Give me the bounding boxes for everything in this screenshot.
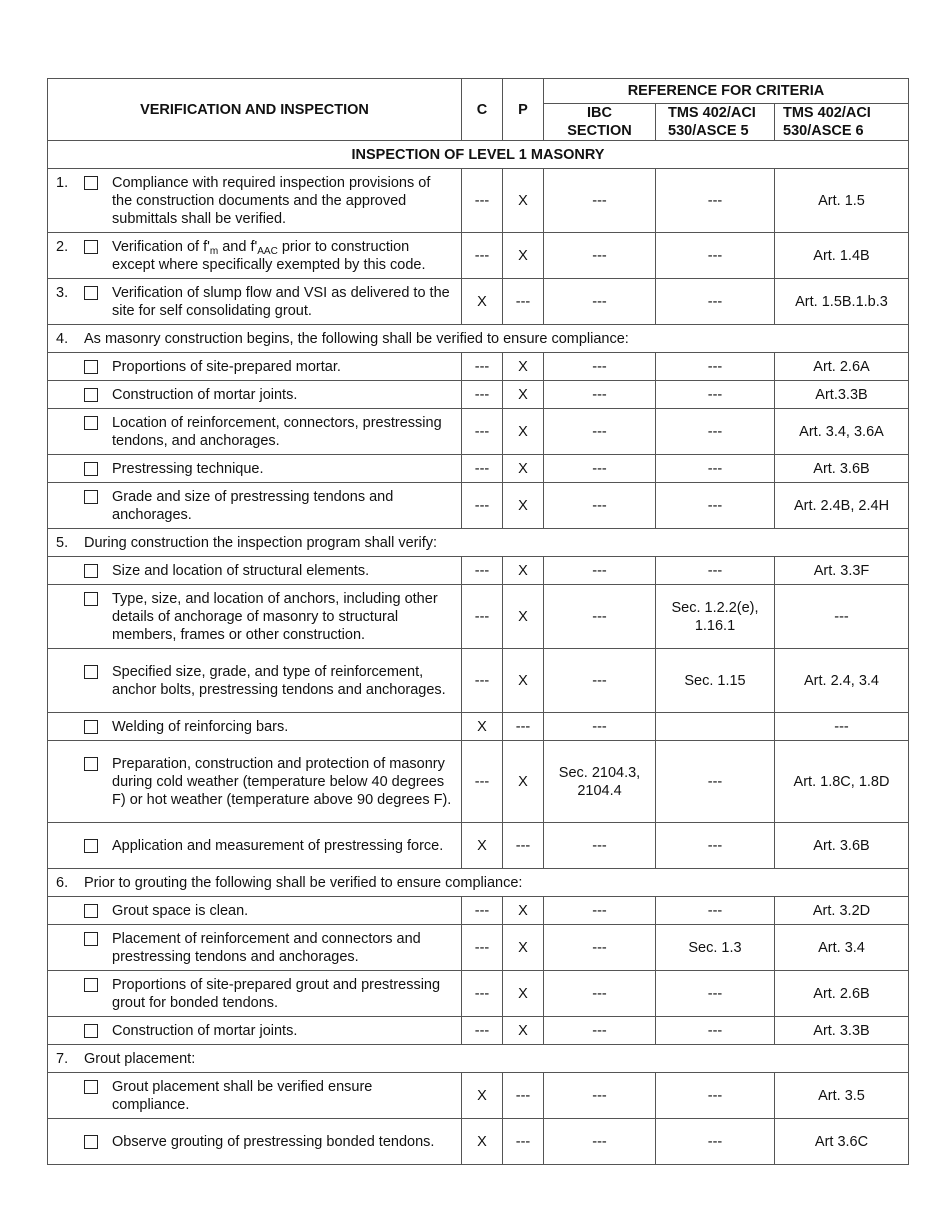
cell-tms5: --- (656, 409, 775, 455)
item-cell (48, 483, 462, 529)
cell-c: --- (462, 897, 503, 925)
cell-tms5: Sec. 1.3 (656, 925, 775, 971)
item-cell (48, 279, 462, 325)
item-cell (48, 1017, 462, 1045)
cell-ibc: --- (544, 713, 656, 741)
item-cell (48, 353, 462, 381)
item-cell (48, 823, 462, 869)
table-row (48, 971, 909, 1017)
item-text: Grade and size of prestressing tendons and anchorages. (112, 488, 394, 523)
item-cell (48, 455, 462, 483)
table-row (48, 1073, 909, 1119)
checkbox[interactable] (84, 462, 98, 476)
item-text: Specified size, grade, and type of reinforcement, anchor bolts, prestressing tendons and anchorages. (112, 663, 446, 698)
item-cell (48, 1119, 462, 1165)
checkbox[interactable] (84, 1024, 98, 1038)
cell-tms6: Art. 3.5 (775, 1073, 909, 1119)
cell-p: --- (503, 713, 544, 741)
item-content (48, 716, 461, 738)
cell-tms5: --- (656, 823, 775, 869)
group-header (48, 325, 909, 353)
header-title: VERIFICATION AND INSPECTION (48, 79, 462, 141)
cell-c: X (462, 1119, 503, 1165)
group-number: 6. (56, 874, 69, 891)
item-cell (48, 557, 462, 585)
cell-tms6: Art. 1.5 (775, 169, 909, 233)
cell-c: --- (462, 557, 503, 585)
checkbox[interactable] (84, 490, 98, 504)
item-text: Type, size, and location of anchors, including other details of anchorage of masonry to structural members, frames or other construction. (112, 590, 438, 643)
cell-ibc: --- (544, 409, 656, 455)
cell-tms6: Art. 3.3F (775, 557, 909, 585)
cell-p: X (503, 971, 544, 1017)
cell-tms5: --- (656, 1119, 775, 1165)
item-content (48, 974, 461, 1014)
item-text: Observe grouting of prestressing bonded tendons. (112, 1133, 435, 1150)
item-content (48, 900, 461, 922)
checkbox[interactable] (84, 1135, 98, 1149)
cell-tms6: Art. 3.2D (775, 897, 909, 925)
item-number: 2. (56, 238, 69, 255)
group-content (48, 872, 908, 894)
group-content (48, 532, 908, 554)
cell-p: X (503, 585, 544, 649)
cell-tms6: Art 3.6C (775, 1119, 909, 1165)
table-row (48, 649, 909, 713)
table-row (48, 381, 909, 409)
cell-ibc: --- (544, 1017, 656, 1045)
header-tms5: TMS 402/ACI 530/ASCE 5 (656, 104, 775, 141)
cell-p: X (503, 169, 544, 233)
table-row (48, 279, 909, 325)
header-tms6: TMS 402/ACI 530/ASCE 6 (775, 104, 909, 141)
cell-tms5: --- (656, 741, 775, 823)
group-header-row (48, 1045, 909, 1073)
checkbox[interactable] (84, 286, 98, 300)
item-text (112, 238, 453, 274)
checkbox[interactable] (84, 1080, 98, 1094)
cell-ibc: --- (544, 353, 656, 381)
cell-tms5 (656, 713, 775, 741)
item-content (48, 661, 461, 701)
cell-tms5: --- (656, 483, 775, 529)
item-cell (48, 169, 462, 233)
item-text-part: and f' (218, 238, 258, 255)
cell-tms5: --- (656, 233, 775, 279)
header-c: C (462, 79, 503, 141)
cell-ibc: --- (544, 455, 656, 483)
cell-tms5: --- (656, 557, 775, 585)
item-cell (48, 925, 462, 971)
item-text-part: prior to construction except where specifically exempted by this code. (112, 238, 426, 273)
group-header-row (48, 529, 909, 557)
cell-p: X (503, 1017, 544, 1045)
cell-c: --- (462, 649, 503, 713)
item-cell (48, 585, 462, 649)
cell-tms6: Art. 3.6B (775, 823, 909, 869)
item-content (48, 1131, 461, 1153)
cell-p: X (503, 897, 544, 925)
item-text: Preparation, construction and protection of masonry during cold weather (temperature below 40 degrees F) or hot weather (temperature above 90 degrees F). (112, 755, 452, 808)
checkbox[interactable] (84, 978, 98, 992)
cell-ibc: --- (544, 1119, 656, 1165)
item-cell (48, 233, 462, 279)
cell-tms5: --- (656, 381, 775, 409)
group-header (48, 529, 909, 557)
header-reference: REFERENCE FOR CRITERIA (544, 79, 909, 104)
cell-tms6: Art. 2.6B (775, 971, 909, 1017)
cell-ibc: --- (544, 897, 656, 925)
item-content (48, 356, 461, 378)
group-header-row (48, 869, 909, 897)
item-text: Proportions of site-prepared mortar. (112, 358, 341, 375)
cell-tms6: Art. 2.4B, 2.4H (775, 483, 909, 529)
cell-p: X (503, 409, 544, 455)
group-header-row (48, 325, 909, 353)
cell-tms5: --- (656, 353, 775, 381)
item-content (48, 384, 461, 406)
cell-c: --- (462, 925, 503, 971)
cell-p: X (503, 649, 544, 713)
cell-ibc: --- (544, 279, 656, 325)
item-cell (48, 897, 462, 925)
table-row (48, 353, 909, 381)
item-text: Construction of mortar joints. (112, 1022, 298, 1039)
table-row (48, 169, 909, 233)
checkbox[interactable] (84, 904, 98, 918)
cell-tms6: --- (775, 713, 909, 741)
table-row (48, 455, 909, 483)
item-text: Construction of mortar joints. (112, 386, 298, 403)
section-title: INSPECTION OF LEVEL 1 MASONRY (48, 141, 909, 169)
table-row (48, 409, 909, 455)
cell-tms5: Sec. 1.2.2(e), 1.16.1 (656, 585, 775, 649)
checkbox[interactable] (84, 564, 98, 578)
cell-p: X (503, 925, 544, 971)
item-cell (48, 409, 462, 455)
cell-tms6: Art. 1.5B.1.b.3 (775, 279, 909, 325)
item-cell (48, 713, 462, 741)
group-header (48, 869, 909, 897)
item-text: Size and location of structural elements. (112, 562, 370, 579)
group-text: Grout placement: (84, 1050, 196, 1067)
cell-c: --- (462, 233, 503, 279)
checkbox[interactable] (84, 592, 98, 606)
cell-c: X (462, 823, 503, 869)
table-row (48, 1017, 909, 1045)
group-number: 7. (56, 1050, 69, 1067)
table-row (48, 897, 909, 925)
item-content (48, 486, 461, 526)
table-row (48, 713, 909, 741)
cell-tms5: --- (656, 897, 775, 925)
cell-p: X (503, 233, 544, 279)
cell-ibc: Sec. 2104.3, 2104.4 (544, 741, 656, 823)
cell-tms6: Art.3.3B (775, 381, 909, 409)
item-text: Compliance with required inspection provisions of the construction documents and the approved submittals shall be verified. (112, 174, 431, 227)
checkbox[interactable] (84, 416, 98, 430)
cell-c: --- (462, 455, 503, 483)
item-content (48, 1020, 461, 1042)
cell-c: --- (462, 169, 503, 233)
item-text-part: Verification of f' (112, 238, 210, 255)
cell-tms5: --- (656, 169, 775, 233)
cell-c: --- (462, 381, 503, 409)
item-content (48, 458, 461, 480)
cell-c: --- (462, 409, 503, 455)
cell-tms5: --- (656, 1017, 775, 1045)
item-cell (48, 971, 462, 1017)
group-content (48, 1048, 908, 1070)
item-content (48, 928, 461, 968)
item-text: Grout space is clean. (112, 902, 249, 919)
cell-tms6: Art. 3.3B (775, 1017, 909, 1045)
inspection-table (47, 78, 909, 1165)
group-text: As masonry construction begins, the following shall be verified to ensure compliance: (84, 330, 629, 347)
checkbox[interactable] (84, 176, 98, 190)
cell-tms6: Art. 2.6A (775, 353, 909, 381)
cell-c: X (462, 279, 503, 325)
checkbox[interactable] (84, 240, 98, 254)
item-text: Grout placement shall be verified ensure compliance. (112, 1078, 373, 1113)
cell-ibc: --- (544, 233, 656, 279)
table-row (48, 741, 909, 823)
cell-c: --- (462, 741, 503, 823)
cell-ibc: --- (544, 585, 656, 649)
cell-ibc: --- (544, 557, 656, 585)
cell-c: --- (462, 971, 503, 1017)
table-row (48, 823, 909, 869)
cell-tms5: --- (656, 279, 775, 325)
group-header (48, 1045, 909, 1073)
item-content (48, 560, 461, 582)
cell-c: --- (462, 483, 503, 529)
cell-p: --- (503, 1073, 544, 1119)
cell-ibc: --- (544, 971, 656, 1017)
item-number: 3. (56, 284, 69, 301)
cell-tms5: --- (656, 971, 775, 1017)
item-text: Prestressing technique. (112, 460, 264, 477)
item-content (48, 1076, 461, 1116)
cell-ibc: --- (544, 1073, 656, 1119)
cell-ibc: --- (544, 381, 656, 409)
cell-tms6: Art. 3.6B (775, 455, 909, 483)
item-content (48, 412, 461, 452)
item-number: 1. (56, 174, 69, 191)
cell-p: X (503, 557, 544, 585)
cell-ibc: --- (544, 649, 656, 713)
checkbox[interactable] (84, 388, 98, 402)
table-row (48, 925, 909, 971)
checkbox[interactable] (84, 360, 98, 374)
cell-tms6: Art. 1.8C, 1.8D (775, 741, 909, 823)
cell-tms5: --- (656, 455, 775, 483)
cell-tms6: Art. 1.4B (775, 233, 909, 279)
group-number: 4. (56, 330, 69, 347)
item-text: Placement of reinforcement and connectors and prestressing tendons and anchorages. (112, 930, 421, 965)
item-cell (48, 1073, 462, 1119)
cell-p: --- (503, 1119, 544, 1165)
item-content (48, 236, 461, 276)
checkbox[interactable] (84, 839, 98, 853)
item-cell (48, 381, 462, 409)
cell-ibc: --- (544, 925, 656, 971)
header-p: P (503, 79, 544, 141)
cell-c: X (462, 1073, 503, 1119)
table-row (48, 1119, 909, 1165)
group-text: Prior to grouting the following shall be verified to ensure compliance: (84, 874, 523, 891)
cell-p: X (503, 381, 544, 409)
group-text: During construction the inspection program shall verify: (84, 534, 437, 551)
item-content (48, 282, 461, 322)
cell-p: --- (503, 823, 544, 869)
checkbox[interactable] (84, 665, 98, 679)
cell-ibc: --- (544, 823, 656, 869)
checkbox[interactable] (84, 932, 98, 946)
item-cell (48, 741, 462, 823)
cell-p: X (503, 741, 544, 823)
cell-tms6: Art. 3.4 (775, 925, 909, 971)
item-content (48, 753, 461, 811)
item-text: Proportions of site-prepared grout and prestressing grout for bonded tendons. (112, 976, 441, 1011)
cell-tms5: --- (656, 1073, 775, 1119)
cell-tms6: --- (775, 585, 909, 649)
cell-p: X (503, 483, 544, 529)
cell-tms6: Art. 3.4, 3.6A (775, 409, 909, 455)
item-text-part: AAC (257, 245, 278, 257)
cell-c: --- (462, 585, 503, 649)
cell-tms5: Sec. 1.15 (656, 649, 775, 713)
cell-p: X (503, 455, 544, 483)
item-text: Verification of slump flow and VSI as delivered to the site for self consolidating grout. (112, 284, 450, 319)
cell-c: --- (462, 1017, 503, 1045)
item-content (48, 588, 461, 646)
cell-p: --- (503, 279, 544, 325)
group-content (48, 328, 908, 350)
header-ibc: IBC SECTION (544, 104, 656, 141)
item-cell (48, 649, 462, 713)
cell-c: X (462, 713, 503, 741)
item-text: Location of reinforcement, connectors, prestressing tendons, and anchorages. (112, 414, 442, 449)
cell-tms6: Art. 2.4, 3.4 (775, 649, 909, 713)
group-number: 5. (56, 534, 69, 551)
cell-c: --- (462, 353, 503, 381)
item-text: Application and measurement of prestressing force. (112, 837, 444, 854)
cell-p: X (503, 353, 544, 381)
checkbox[interactable] (84, 720, 98, 734)
table-row (48, 483, 909, 529)
table-row (48, 585, 909, 649)
checkbox[interactable] (84, 757, 98, 771)
item-content (48, 172, 461, 230)
cell-ibc: --- (544, 483, 656, 529)
table-row (48, 557, 909, 585)
item-text: Welding of reinforcing bars. (112, 718, 289, 735)
item-text-part: m (209, 245, 219, 257)
table-row (48, 233, 909, 279)
cell-ibc: --- (544, 169, 656, 233)
item-content (48, 835, 461, 857)
